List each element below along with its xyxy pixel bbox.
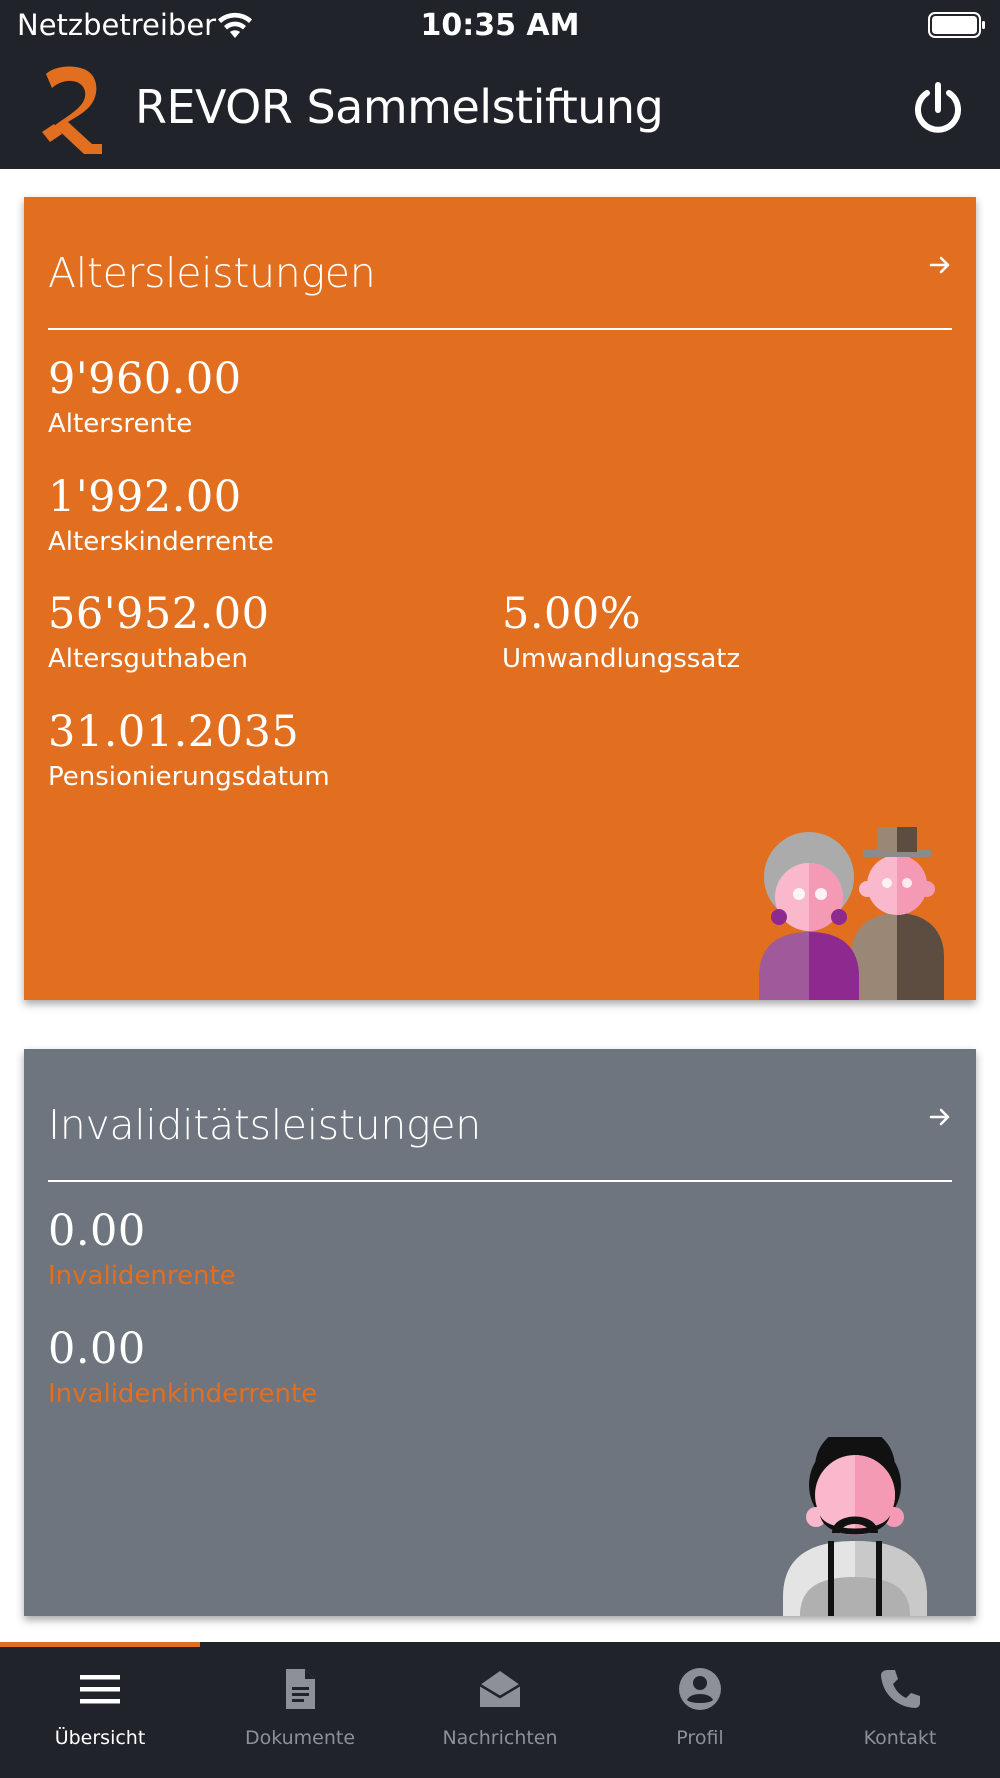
revor-logo-icon	[40, 64, 108, 154]
tab-nachrichten[interactable]	[400, 1647, 600, 1778]
alterskinderrente-metric	[48, 473, 274, 559]
umwandlungssatz-value: 5.00%	[502, 589, 642, 639]
invalidenrente-value: 0.00	[48, 1206, 146, 1256]
status-bar	[0, 0, 1000, 50]
tab-dokumente[interactable]	[200, 1647, 400, 1778]
altersguthaben-value: 56'952.00	[48, 589, 270, 639]
tab-label: Dokumente	[244, 1727, 356, 1749]
umwandlungssatz-label: Umwandlungssatz	[502, 644, 741, 674]
invaliditaetsleistungen-card[interactable]	[24, 1049, 976, 1616]
tab-label: Profil	[676, 1727, 724, 1749]
carrier-name: Netzbetreiber	[17, 8, 217, 42]
man-illustration	[780, 1437, 930, 1616]
invaliditaetsleistungen-title: Invaliditätsleistungen	[48, 1101, 481, 1149]
battery-icon	[928, 12, 986, 38]
invalidenkinderrente-value: 0.00	[48, 1324, 146, 1374]
bottom-tab-bar	[0, 1642, 1000, 1778]
invaliditaetsleistungen-header[interactable]	[48, 1101, 952, 1179]
alterskinderrente-label: Alterskinderrente	[48, 527, 274, 557]
invalidenkinderrente-label: Invalidenkinderrente	[48, 1379, 318, 1409]
elderly-couple-illustration	[759, 827, 959, 1000]
invalidenkinderrente-metric	[48, 1325, 317, 1411]
phone-icon	[878, 1667, 922, 1711]
altersrente-metric	[48, 355, 242, 441]
app-header	[0, 50, 1000, 169]
altersleistungen-title: Altersleistungen	[48, 249, 376, 297]
altersguthaben-metric	[48, 590, 270, 676]
pensionierungsdatum-label: Pensionierungsdatum	[48, 762, 330, 792]
tab-label: Nachrichten	[442, 1727, 558, 1749]
invalidenrente-label: Invalidenrente	[48, 1261, 236, 1291]
tab-profil[interactable]	[600, 1647, 800, 1778]
pensionierungsdatum-value: 31.01.2035	[48, 707, 300, 757]
tab-kontakt[interactable]	[800, 1647, 1000, 1778]
arrow-right-icon[interactable]	[928, 1105, 952, 1129]
divider	[48, 328, 952, 330]
mail-open-icon	[478, 1667, 522, 1711]
pensionierungsdatum-metric	[48, 708, 330, 794]
altersguthaben-label: Altersguthaben	[48, 644, 249, 674]
arrow-right-icon[interactable]	[928, 253, 952, 277]
umwandlungssatz-metric	[502, 590, 740, 676]
tab-label: Kontakt	[863, 1727, 937, 1749]
app-title: REVOR Sammelstiftung	[135, 80, 664, 134]
tab-label: Übersicht	[54, 1727, 146, 1749]
altersleistungen-header[interactable]	[48, 249, 952, 327]
document-icon	[278, 1667, 322, 1711]
invalidenrente-metric	[48, 1207, 236, 1293]
divider	[48, 1180, 952, 1182]
clock: 10:35 AM	[420, 8, 580, 43]
altersrente-label: Altersrente	[48, 409, 193, 439]
altersrente-value: 9'960.00	[48, 354, 242, 404]
altersleistungen-card[interactable]	[24, 197, 976, 1000]
tab-uebersicht[interactable]	[0, 1647, 200, 1778]
power-icon[interactable]	[908, 80, 968, 140]
alterskinderrente-value: 1'992.00	[48, 472, 242, 522]
menu-icon	[78, 1667, 122, 1711]
account-circle-icon	[678, 1667, 722, 1711]
